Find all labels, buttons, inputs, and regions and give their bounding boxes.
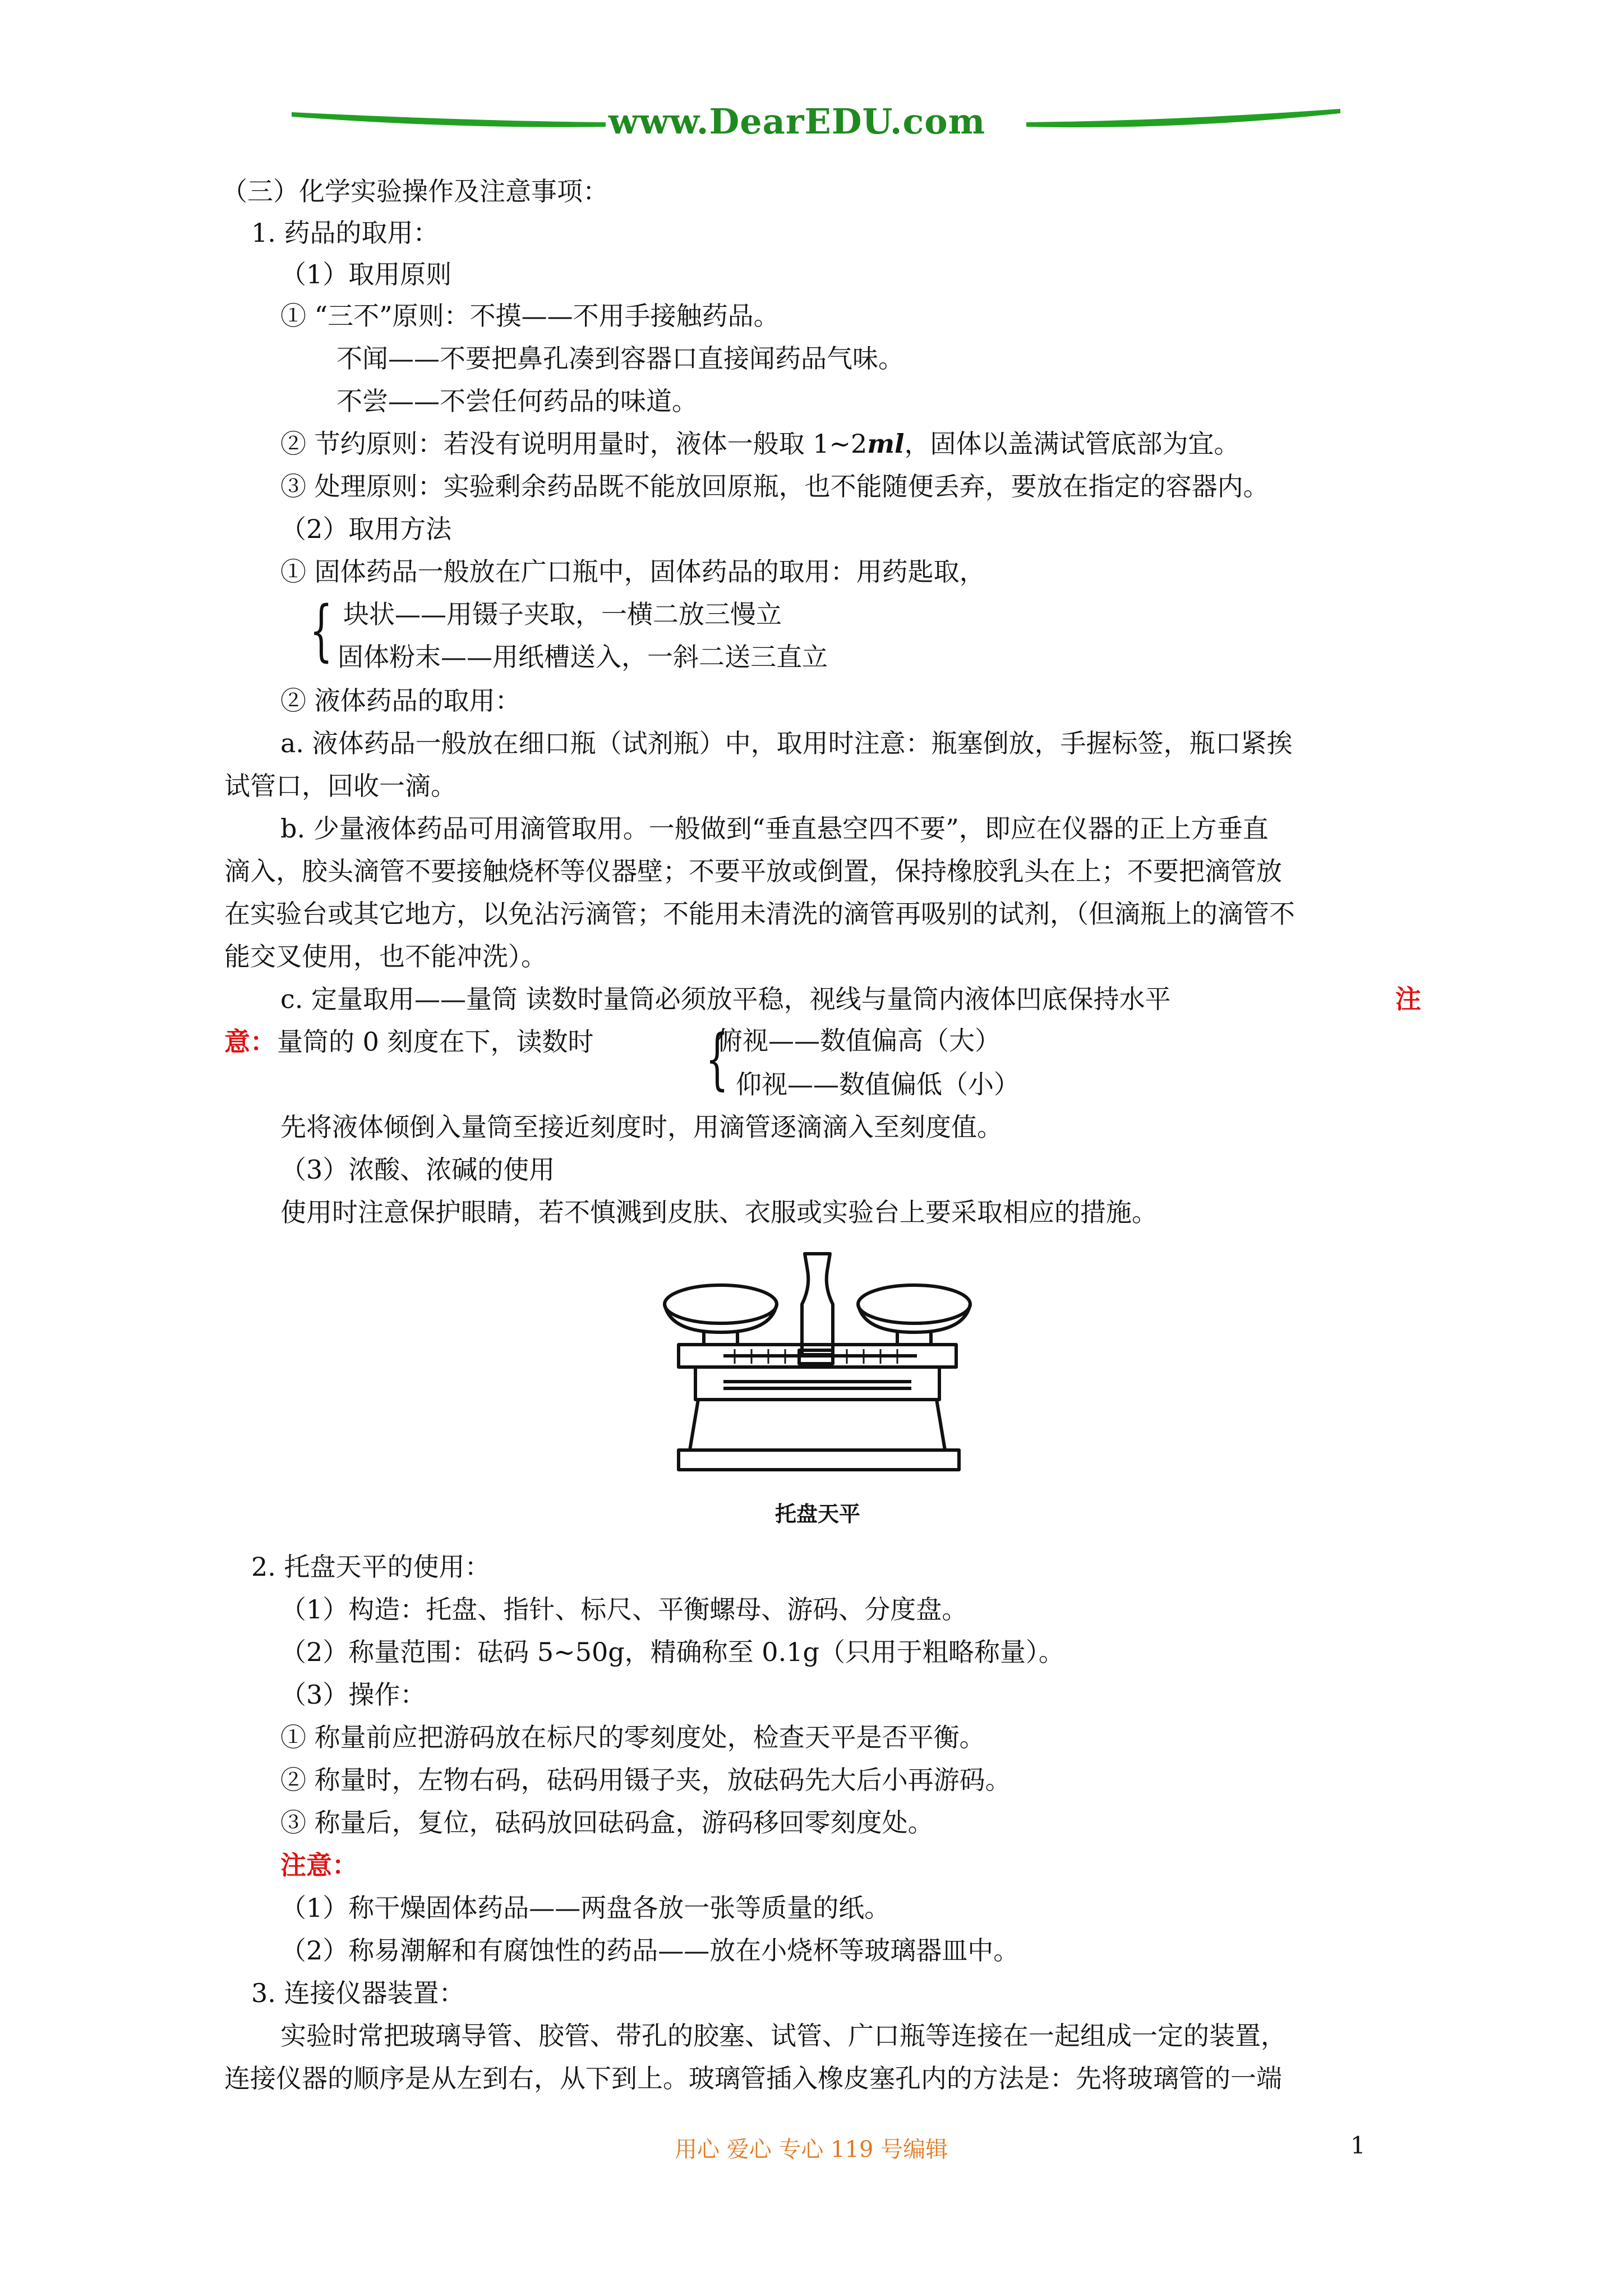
s2-l2: （2）称量范围：砝码 5~50g，精确称至 0.1g（只用于粗略称量）。 (280, 1637, 1064, 1667)
s1-rule2-unit: ml (867, 429, 905, 459)
s1-m1a: 块状——用镊子夹取，一横二放三慢立 (343, 599, 782, 629)
s1-p1: （1）取用原则 (280, 259, 452, 289)
s1-c-down: 仰视——数值偏低（小） (736, 1069, 1020, 1099)
s1-rule2-pre: ② 节约原则：若没有说明用量时，液体一般取 1~2 (280, 429, 868, 459)
s1-b-line2: 滴入，胶头滴管不要接触烧杯等仪器壁；不要平放或倒置，保持橡胶乳头在上；不要把滴管放 (224, 856, 1282, 886)
s1-rule1: ① “三不”原则：不摸——不用手接触药品。 (280, 301, 780, 331)
s2-n1: （1）称干燥固体药品——两盘各放一张等质量的纸。 (280, 1893, 891, 1923)
s2-note-label: 注意： (280, 1850, 358, 1880)
note-label-part2: 意： (224, 1027, 276, 1057)
s1-m2: ② 液体药品的取用： (280, 685, 521, 716)
s1-a-line1: a. 液体药品一般放在细口瓶（试剂瓶）中，取用时注意：瓶塞倒放，手握标签，瓶口紧挨 (280, 728, 1293, 758)
s1-rule2 (280, 431, 1239, 457)
s1-b-line3: 在实验台或其它地方，以免沾污滴管；不能用未清洗的滴管再吸别的试剂，（但滴瓶上的滴管不 (224, 899, 1295, 929)
page-number: 1 (1350, 2132, 1366, 2159)
site-logo-text[interactable]: www.DearEDU.com (608, 101, 986, 142)
s1-m1: ① 固体药品一般放在广口瓶中，固体药品的取用：用药匙取， (280, 556, 985, 587)
footer-text: 用心 爱心 专心 119 号编辑 (675, 2137, 948, 2162)
s1-m1b: 固体粉末——用纸槽送入，一斜二送三直立 (338, 642, 828, 672)
s1-rule2-post: ，固体以盖满试管底部为宜。 (904, 429, 1240, 459)
s2-o2: ② 称量时，左物右码，砝码用镊子夹，放砝码先大后小再游码。 (280, 1765, 1011, 1795)
s1-b-line1: b. 少量液体药品可用滴管取用。一般做到“垂直悬空四不要”，即应在仪器的正上方垂直 (280, 813, 1269, 844)
balance-scale-illustration (656, 1248, 976, 1495)
brace-icon: { (310, 591, 333, 669)
figure-caption: 托盘天平 (775, 1502, 861, 1526)
s2-l1: （1）构造：托盘、指针、标尺、平衡螺母、游码、分度盘。 (280, 1594, 968, 1625)
right-swoosh (1026, 109, 1340, 127)
section-title: （三）化学实验操作及注意事项： (222, 176, 608, 206)
left-swoosh (292, 112, 606, 127)
s1-p3-text: 使用时注意保护眼睛，若不慎溅到皮肤、衣服或实验台上要采取相应的措施。 (280, 1197, 1158, 1227)
s1-p3: （3）浓酸、浓碱的使用 (280, 1154, 555, 1185)
s1-c-line2: 量筒的 0 刻度在下，读数时 (277, 1027, 594, 1057)
s3-title: 3. 连接仪器装置： (251, 1978, 465, 2008)
s3-l2: 连接仪器的顺序是从左到右，从下到上。玻璃管插入橡皮塞孔内的方法是：先将玻璃管的一端 (224, 2063, 1282, 2093)
s2-o1: ① 称量前应把游码放在标尺的零刻度处，检查天平是否平衡。 (280, 1722, 985, 1752)
s2-o3: ③ 称量后，复位，砝码放回砝码盒，游码移回零刻度处。 (280, 1807, 934, 1838)
s1-p2: （2）取用方法 (280, 514, 452, 544)
s1-c-line1: c. 定量取用——量筒 读数时量筒必须放平稳，视线与量筒内液体凹底保持水平 (280, 984, 1171, 1014)
s1-rule1b: 不闻——不要把鼻孔凑到容器口直接闻药品气味。 (336, 343, 904, 374)
s1-a-line2: 试管口，回收一滴。 (224, 771, 457, 801)
s2-title: 2. 托盘天平的使用： (251, 1552, 491, 1582)
s1-title: 1. 药品的取用： (251, 218, 439, 248)
s1-b-line4: 能交叉使用，也不能冲洗）。 (224, 941, 547, 972)
s2-n2: （2）称易潮解和有腐蚀性的药品——放在小烧杯等玻璃器皿中。 (280, 1935, 1020, 1966)
s2-l3: （3）操作： (280, 1680, 426, 1710)
s1-c-line3: 先将液体倾倒入量筒至接近刻度时，用滴管逐滴滴入至刻度值。 (280, 1112, 1003, 1142)
s3-l1: 实验时常把玻璃导管、胶管、带孔的胶塞、试管、广口瓶等连接在一起组成一定的装置， (280, 2021, 1287, 2051)
brace-icon: { (706, 1020, 729, 1097)
s1-c-up: 俯视——数值偏高（大） (717, 1025, 1000, 1056)
s1-rule1c: 不尝——不尝任何药品的味道。 (336, 386, 698, 416)
s1-rule3: ③ 处理原则：实验剩余药品既不能放回原瓶，也不能随便丢弃，要放在指定的容器内。 (280, 471, 1269, 501)
note-label-part1: 注 (1395, 984, 1421, 1014)
